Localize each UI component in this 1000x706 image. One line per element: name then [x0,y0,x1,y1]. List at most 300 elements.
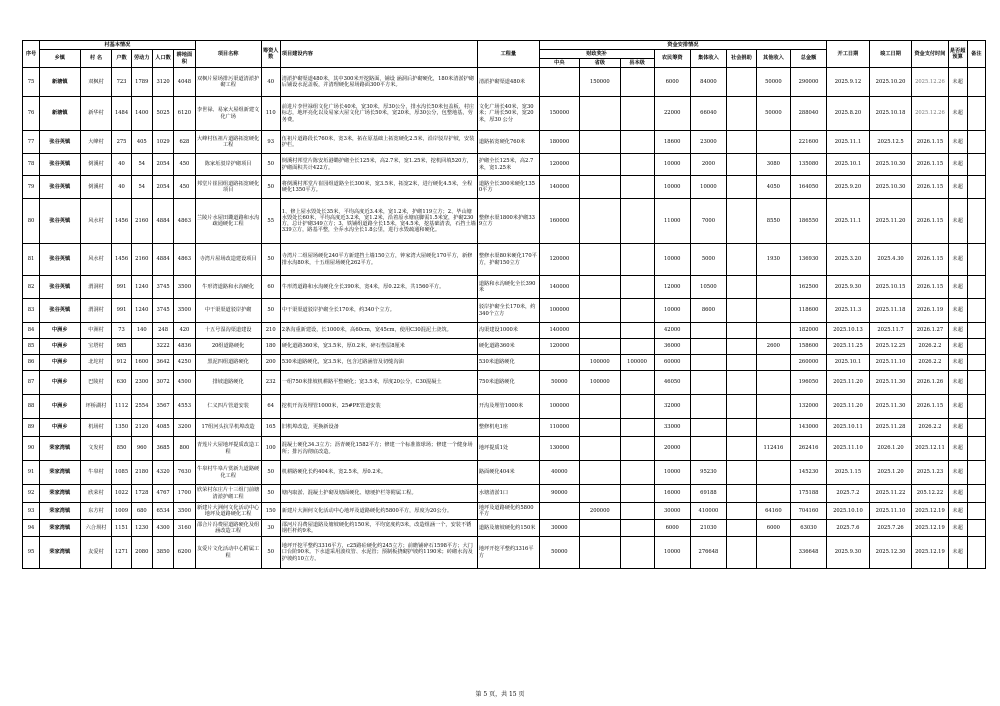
cell-collective: 69188 [690,485,726,503]
cell-over: 未超 [948,395,967,419]
cell-social [727,131,757,154]
cell-social [727,276,757,299]
cell-county [620,537,654,569]
cell-total: 288040 [790,97,826,131]
cell-over: 未超 [948,461,967,485]
cell-total: 262416 [790,437,826,461]
cell-households: 1484 [112,97,131,131]
cell-population: 3850 [152,537,173,569]
cell-over: 未超 [948,339,967,355]
cell-project-name: 17组河头抗旱机埠改造 [195,419,261,437]
cell-start: 2025.11.25 [827,339,870,355]
cell-village: 大峰村 [80,131,112,154]
cell-province [580,485,620,503]
cell-project-name: 兰陵片水屋田墈道路和水沟疏通硬化工程 [195,199,261,244]
cell-village: 渭洞村 [80,276,112,299]
cell-start: 2025.10.10 [827,503,870,520]
cell-finish: 2025.12.25 [869,339,912,355]
cell-benefit: 110 [261,97,280,131]
cell-central: 120000 [539,154,579,176]
cell-labor: 2120 [131,419,152,437]
cell-social [727,199,757,244]
cell-payment: 2026.1.15 [912,199,948,244]
cell-payment: 2026.1.15 [912,395,948,419]
cell-benefit: 60 [261,276,280,299]
cell-quantity: 路面硬化404米 [477,461,539,485]
cell-town: 张谷英镇 [40,199,80,244]
cell-central: 50000 [539,537,579,569]
cell-county [620,131,654,154]
cell-benefit: 210 [261,323,280,339]
cell-households: 1022 [112,485,131,503]
cell-village: 机场村 [80,419,112,437]
cell-quantity: 地坪提质1处 [477,437,539,461]
cell-county [620,276,654,299]
cell-area: 6120 [174,97,195,131]
cell-central: 180000 [539,131,579,154]
cell-quantity: 文化广场长40米，宽30米；广场长50米，宽20米，厚30 公分 [477,97,539,131]
cell-social [727,299,757,323]
cell-households: 1456 [112,199,131,244]
cell-central: 90000 [539,485,579,503]
cell-town: 荣家湾镇 [40,520,80,537]
col-total: 总金额 [790,50,826,68]
cell-over: 未超 [948,419,967,437]
table-row [23,97,986,131]
col-collective: 集体收入 [690,50,726,68]
cell-village: 文发村 [80,437,112,461]
cell-county [620,299,654,323]
cell-labor: 2160 [131,199,152,244]
cell-content: 将倒溪村邦堂片崔园组道路全长300米，宽3.5米，拓宽2米，进行硬化4.5米，全程硬化1350平方。 [280,176,477,199]
cell-other [756,461,790,485]
cell-payment: 2025.12.19 [912,537,948,569]
cell-county [620,395,654,419]
cell-town: 荣家湾镇 [40,485,80,503]
cell-area: 4863 [174,244,195,276]
cell-start: 2025.9.30 [827,537,870,569]
cell-province [580,323,620,339]
cell-village: 欣荣村 [80,485,112,503]
cell-payment: 2026.1.27 [912,323,948,339]
col-benefit: 筹资人数 [261,41,280,68]
table-row [23,395,986,419]
cell-province: 150000 [580,68,620,97]
cell-total: 704160 [790,503,826,520]
cell-start: 2025.9.30 [827,276,870,299]
cell-over: 未超 [948,485,967,503]
cell-population: 1029 [152,131,173,154]
cell-province [580,339,620,355]
cell-over: 未超 [948,520,967,537]
cell-total: 118600 [790,299,826,323]
cell-payment: 2026.1.15 [912,244,948,276]
cell-central: 140000 [539,176,579,199]
table-row [23,537,986,569]
cell-payment: 2026.1.26 [912,371,948,395]
cell-social [727,97,757,131]
cell-households: 912 [112,355,131,371]
cell-benefit: 200 [261,355,280,371]
cell-start: 2025.1.15 [827,461,870,485]
cell-over: 未超 [948,276,967,299]
cell-content: 伍祖片道路段长760米，宽3米，拓在原基础上拓宽硬化2.5米，沿岸驳岸护坡，安装护栏。 [280,131,477,154]
cell-central: 100000 [539,299,579,323]
cell-start: 2025.11.20 [827,395,870,419]
cell-content: 邵河片冯费屋道路及塘坡硬化约150米，平均宽度约3米，改造组涵一个，安装不锈钢栏杆约9米。 [280,520,477,537]
cell-village: 巴陵村 [80,371,112,395]
cell-finish: 2025.1.20 [869,461,912,485]
cell-start: 2025.10.1 [827,154,870,176]
cell-labor: 960 [131,437,152,461]
cell-county [620,461,654,485]
cell-households: 275 [112,131,131,154]
cell-total: 136930 [790,244,826,276]
cell-start: 2025.11.20 [827,371,870,395]
cell-payment: 2026.1.19 [912,299,948,323]
cell-content: 挖机开沟及埋管1000米，25#PE管道安装 [280,395,477,419]
cell-other [756,395,790,419]
cell-project-name: 中干渠渠道驳岸护砌 [195,299,261,323]
cell-farmer: 46050 [654,371,690,395]
cell-remark [967,437,985,461]
cell-province: 100000 [580,371,620,395]
cell-households: 1112 [112,395,131,419]
cell-town: 荣家湾镇 [40,461,80,485]
cell-seq: 87 [23,371,40,395]
cell-benefit: 50 [261,176,280,199]
table-row [23,355,986,371]
cell-town: 张谷英镇 [40,276,80,299]
cell-content: 前进片李世禄组文化广场长40米，宽30米，厚30公分，排水沟长50米包盖板、村庄标志，地坪亮化以及易家大屋文化广场长50米，宽20米，厚30公分，包整地基，劳务费。 [280,97,477,131]
cell-town: 张谷英镇 [40,154,80,176]
cell-benefit: 50 [261,154,280,176]
cell-collective: 7000 [690,199,726,244]
cell-seq: 82 [23,276,40,299]
cell-central: 160000 [539,199,579,244]
cell-over: 未超 [948,131,967,154]
cell-collective [690,323,726,339]
cell-seq: 91 [23,461,40,485]
cell-over: 未超 [948,154,967,176]
cell-village: 坪桥湖村 [80,395,112,419]
cell-village: 宝塔村 [80,339,112,355]
cell-seq: 86 [23,355,40,371]
cell-remark [967,355,985,371]
cell-over: 未超 [948,371,967,395]
cell-farmer: 10000 [654,461,690,485]
cell-labor: 1789 [131,68,152,97]
table-body [23,68,986,569]
cell-population: 4085 [152,419,173,437]
cell-quantity: 地坪开挖平整约3316平方 [477,537,539,569]
cell-project-name: 牛皋村牛皋片赏新九道路硬化工程 [195,461,261,485]
cell-social [727,323,757,339]
cell-village: 倒溪村 [80,154,112,176]
cell-content: 旧机埠改造，更换新设备 [280,419,477,437]
cell-finish: 2025.10.18 [869,97,912,131]
cell-population: 3222 [152,339,173,355]
cell-project-name: 十五号湿沟渠道建设 [195,323,261,339]
cell-farmer: 42000 [654,323,690,339]
cell-seq: 92 [23,485,40,503]
cell-finish: 2026.1.20 [869,437,912,461]
cell-households: 1350 [112,419,131,437]
cell-province: 100000 [580,355,620,371]
cell-remark [967,176,985,199]
cell-other: 112416 [756,437,790,461]
cell-content: 寺湾片二组屋场硬化240平方新建挡土墙150立方，钟家湾大屋硬化170平方，新修排水沟80米，十五组屋场硬化262平方。 [280,244,477,276]
cell-area: 4553 [174,395,195,419]
col-other: 其他收入 [756,50,790,68]
cell-project-name: 寺湾片屋场改造建设项目 [195,244,261,276]
cell-collective: 410000 [690,503,726,520]
cell-labor: 680 [131,503,152,520]
cell-labor: 405 [131,131,152,154]
cell-social [727,371,757,395]
cell-seq: 83 [23,299,40,323]
cell-other: 3080 [756,154,790,176]
cell-population: 3120 [152,68,173,97]
cell-payment: 2025.12.11 [912,437,948,461]
cell-area: 4048 [174,68,195,97]
cell-central [539,355,579,371]
cell-quantity: 整修水渠80米硬化170平方，护砌150立方 [477,244,539,276]
cell-farmer: 33000 [654,419,690,437]
cell-farmer: 10000 [654,176,690,199]
cell-farmer: 18600 [654,131,690,154]
cell-total: 196050 [790,371,826,395]
cell-content: 塘内取淤、混凝土护砌及塘面硬化、塘埂护栏等附属工程。 [280,485,477,503]
cell-project-name: 李世禄、易家大屋组新建文化广场 [195,97,261,131]
cell-village: 风水村 [80,244,112,276]
cell-total: 186550 [790,199,826,244]
cell-payment: 2026.1.15 [912,276,948,299]
cell-social [727,244,757,276]
cell-collective: 21030 [690,520,726,537]
cell-quantity: 护砌全长125米，高2.7米，宽1.25米 [477,154,539,176]
cell-town: 中洲乡 [40,355,80,371]
cell-remark [967,276,985,299]
cell-remark [967,68,985,97]
cell-households: 1456 [112,244,131,276]
cell-content: 新建片大洲何文化活动中心地坪及道路硬化约5800平方，厚度为20公分。 [280,503,477,520]
cell-central [539,503,579,520]
cell-benefit: 180 [261,339,280,355]
col-content: 项目建设内容 [280,41,477,68]
cell-area: 800 [174,437,195,461]
cell-central: 110000 [539,419,579,437]
cell-labor: 2080 [131,537,152,569]
cell-seq: 79 [23,176,40,199]
cell-population: 3745 [152,299,173,323]
cell-county [620,485,654,503]
cell-finish: 2025.11.10 [869,503,912,520]
cell-project-name: 牛形湾道路和水沟硬化 [195,276,261,299]
cell-households: 991 [112,299,131,323]
cell-collective: 2000 [690,154,726,176]
cell-remark [967,97,985,131]
cell-labor: 1600 [131,355,152,371]
cell-central: 140000 [539,276,579,299]
cell-over: 未超 [948,437,967,461]
cell-households: 723 [112,68,131,97]
cell-benefit: 100 [261,437,280,461]
cell-farmer: 22000 [654,97,690,131]
cell-benefit: 50 [261,485,280,503]
cell-farmer: 10000 [654,154,690,176]
cell-finish: 2025.4.30 [869,244,912,276]
col-central: 中央 [539,59,579,68]
cell-area: 3500 [174,503,195,520]
table-row [23,68,986,97]
cell-farmer: 11000 [654,199,690,244]
cell-content: 倒溪村邦堂片陈安坵港墈护砌全长125米，高2.7米，宽1.25米，挖机回填520方，护砌面积共计422方。 [280,154,477,176]
cell-seq: 75 [23,68,40,97]
cell-total: 145230 [790,461,826,485]
cell-over: 未超 [948,97,967,131]
cell-town: 荣家湾镇 [40,437,80,461]
cell-county [620,339,654,355]
cell-labor: 1728 [131,485,152,503]
cell-village: 渭洞村 [80,299,112,323]
cell-payment: 2026.1.15 [912,154,948,176]
cell-province [580,537,620,569]
cell-province [580,419,620,437]
table-row [23,176,986,199]
cell-benefit: 55 [261,199,280,244]
cell-project-name: 新建片大洲何文化活动中心地坪及道路硬化工程 [195,503,261,520]
cell-province [580,97,620,131]
cell-quantity: 清淤护砌渠道480米 [477,68,539,97]
cell-central: 120000 [539,244,579,276]
cell-population: 4320 [152,461,173,485]
cell-town: 中洲乡 [40,323,80,339]
cell-seq: 93 [23,503,40,520]
cell-other: 6000 [756,520,790,537]
cell-province [580,461,620,485]
cell-farmer: 10000 [654,244,690,276]
cell-area: 628 [174,131,195,154]
cell-town: 中洲乡 [40,419,80,437]
cell-remark [967,199,985,244]
cell-other: 8550 [756,199,790,244]
cell-households: 850 [112,437,131,461]
cell-households: 73 [112,323,131,339]
cell-households: 630 [112,371,131,395]
cell-start: 2025.10.1 [827,355,870,371]
cell-farmer: 36000 [654,339,690,355]
cell-area: 7630 [174,461,195,485]
cell-quantity: 硬化道路360米 [477,339,539,355]
cell-other [756,299,790,323]
cell-finish: 2025.11.20 [869,199,912,244]
cell-labor: 54 [131,176,152,199]
cell-households: 991 [112,276,131,299]
cell-quantity: 道路及塘坡硬化约150米 [477,520,539,537]
cell-payment: 2025.12.26 [912,68,948,97]
cell-town: 荣家湾镇 [40,503,80,520]
cell-project-name: 仁义四片管道安装 [195,395,261,419]
col-group-village-info: 村基本情况 [40,41,196,50]
cell-county [620,199,654,244]
cell-central: 120000 [539,339,579,355]
cell-quantity: 750米道路硬化 [477,371,539,395]
cell-over: 未超 [948,68,967,97]
table-row [23,244,986,276]
cell-area: 1700 [174,485,195,503]
cell-content: 清淤护砌渠道480米，其中300米开挖路面，铺设 涵洞后护砌硬化，180米清淤护砌后铺设水泥盖板，并清理硬化屋场路面300平方米。 [280,68,477,97]
cell-seq: 88 [23,395,40,419]
cell-over: 未超 [948,244,967,276]
cell-town: 新塘镇 [40,68,80,97]
cell-remark [967,419,985,437]
cell-seq: 76 [23,97,40,131]
cell-town: 张谷英镇 [40,299,80,323]
cell-other: 2600 [756,339,790,355]
cell-seq: 85 [23,339,40,355]
col-population: 人口数 [152,50,173,68]
cell-remark [967,461,985,485]
cell-quantity: 沟渠建设1000米 [477,323,539,339]
cell-population: 4767 [152,485,173,503]
cell-other [756,485,790,503]
cell-finish: 2025.10.30 [869,176,912,199]
cell-project-name: 排坡道路硬化 [195,371,261,395]
cell-area: 4500 [174,371,195,395]
cell-start: 2025.10.13 [827,323,870,339]
table-row [23,437,986,461]
cell-seq: 78 [23,154,40,176]
cell-payment: 2026.2.2 [912,355,948,371]
cell-labor: 1240 [131,299,152,323]
cell-labor: 2300 [131,371,152,395]
cell-collective [690,355,726,371]
cell-farmer: 30000 [654,503,690,520]
cell-project-name: 大峰村伍祖片道路拓宽硬化工程 [195,131,261,154]
cell-town: 中洲乡 [40,371,80,395]
cell-over: 未超 [948,537,967,569]
cell-start: 2025.11.3 [827,299,870,323]
cell-village: 中洲村 [80,323,112,339]
cell-over: 未超 [948,323,967,339]
cell-other [756,323,790,339]
cell-labor: 54 [131,154,152,176]
cell-quantity: 开沟及埋管1000米 [477,395,539,419]
cell-labor: 1240 [131,276,152,299]
cell-labor: 140 [131,323,152,339]
cell-start: 2025.10.11 [827,419,870,437]
cell-finish: 2025.12.30 [869,537,912,569]
cell-collective: 23000 [690,131,726,154]
cell-collective [690,395,726,419]
cell-village: 倒溪村 [80,176,112,199]
cell-payment: 2026.2.2 [912,339,948,355]
table-row [23,199,986,244]
cell-over: 未超 [948,299,967,323]
cell-total: 164050 [790,176,826,199]
cell-village: 风水村 [80,199,112,244]
cell-population: 4884 [152,199,173,244]
col-town: 乡镇 [40,50,80,68]
cell-area: 4836 [174,339,195,355]
col-remark: 备注 [967,41,985,68]
cell-county [620,176,654,199]
cell-social [727,485,757,503]
cell-content: 混凝土硬化34.3立方；沥青硬化1582平方；修建一个标准篮球场；修建一个健身场所；排污沟彻底改造。 [280,437,477,461]
cell-project-name: 欣荣村东庄片十三组门前塘清淤护砌工程 [195,485,261,503]
cell-total: 260000 [790,355,826,371]
